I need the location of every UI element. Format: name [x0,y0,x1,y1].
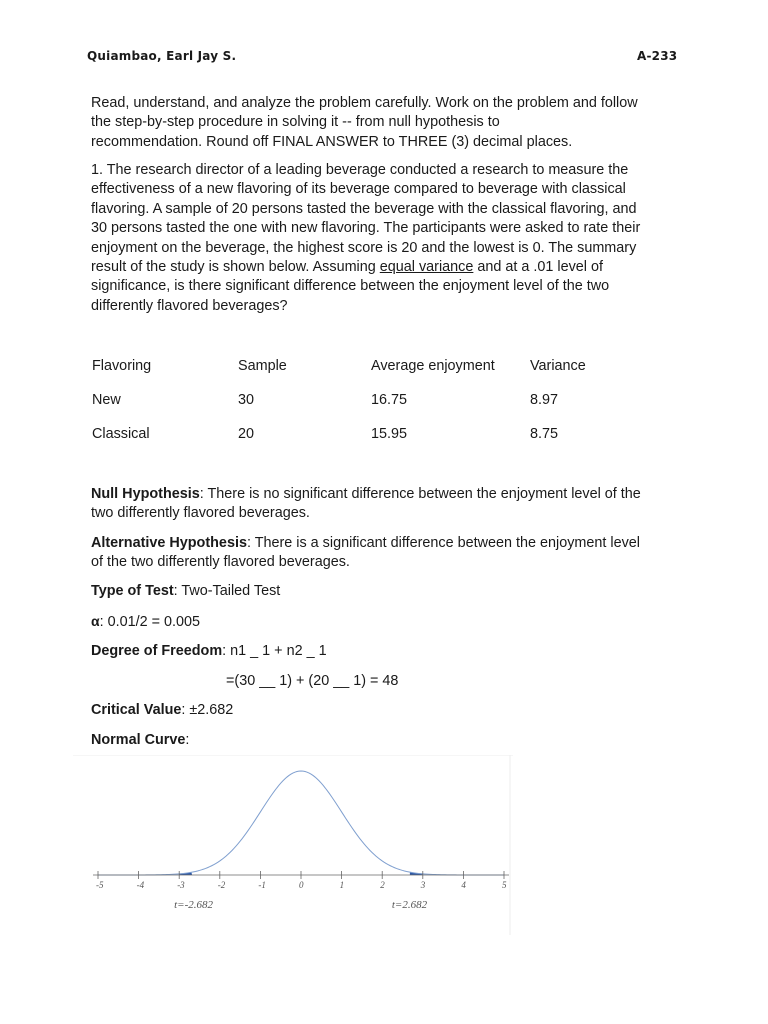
degree-of-freedom [91,642,681,661]
degree-of-freedom-label: Degree of Freedom [91,643,223,659]
instructions-line: recommendation. Round off FINAL ANSWER to THREE (3) decimal places. [91,133,573,150]
table-header-variance: Variance [530,358,586,374]
problem-line [91,258,681,277]
null-hypothesis-label: Null Hypothesis [91,486,200,502]
x-tick-label: 5 [502,880,507,890]
normal-curve-colon: : [185,732,190,748]
t-distribution-chart [73,755,513,935]
critical-value-label: Critical Value [91,702,182,718]
degree-of-freedom-calc: =(30 __ 1) + (20 __ 1) = 48 [226,673,399,689]
instructions [91,94,681,152]
section-code: A-233 [637,49,678,63]
table-cell: 30 [238,392,255,408]
critical-value-labels [174,899,428,911]
problem-line: significance, is there significant difference between the enjoyment level of the two [91,278,610,295]
table-cell: 20 [238,426,255,442]
x-tick-label: -3 [177,880,185,890]
student-name: Quiambao, Earl Jay S. [87,49,237,63]
x-tick-label: -2 [217,880,226,890]
alpha-label: α [91,613,100,629]
critical-value-label: t=-2.682 [174,899,214,911]
normal-curve-label: Normal Curve [91,732,186,748]
type-of-test [91,582,681,601]
x-tick-label: 1 [339,880,345,890]
x-tick-label: -1 [258,880,266,890]
x-axis-tick-labels [96,880,507,890]
table-cell: 16.75 [371,392,408,408]
x-tick-label: -5 [96,880,104,890]
x-tick-label: 3 [420,880,426,890]
alpha-line [91,612,681,632]
instructions-line: Read, understand, and analyze the problem carefully. Work on the problem and follow [91,95,638,111]
normal-curve-heading [91,731,681,750]
null-hypothesis [91,485,681,524]
alpha-text: : 0.01/2 = 0.005 [99,614,201,630]
table-cell: New [92,392,121,408]
x-tick-label: 2 [380,880,385,890]
x-tick-label: 0 [299,880,304,890]
type-of-test-label: Type of Test [91,583,174,599]
x-tick-label: 4 [461,880,466,890]
table-header-average: Average enjoyment [371,358,495,374]
problem-line: enjoyment on the beverage, the highest score is 20 and the lowest is 0. The summary [91,239,637,256]
alternative-hypothesis-text: of the two differently flavored beverages. [91,554,350,571]
problem-line: 1. The research director of a leading beverage conducted a research to measure the [91,162,629,178]
type-of-test-text: : Two-Tailed Test [173,583,281,599]
equal-variance-underlined: equal variance [379,259,474,276]
critical-value-text: : ±2.682 [181,702,234,718]
x-tick-label: -4 [136,880,145,890]
null-hypothesis-text: : There is no significant difference between the enjoyment level of the [199,486,641,502]
table-header-flavoring: Flavoring [92,358,152,374]
critical-value [91,701,681,720]
table-header-sample: Sample [238,358,287,374]
alternative-hypothesis-text: : There is a significant difference between the enjoyment level [246,535,640,551]
alternative-hypothesis-label: Alternative Hypothesis [91,535,247,551]
table-cell: Classical [92,426,150,442]
problem-line: effectiveness of a new flavoring of its beverage compared to beverage with classical [91,181,626,198]
critical-value-label: t=2.682 [391,899,428,911]
instructions-line: the step-by-step procedure in solving it -- from null hypothesis to [91,114,500,131]
null-hypothesis-text: two differently flavored beverages. [91,505,310,522]
degree-of-freedom-text: : n1 _ 1 + n2 _ 1 [222,643,327,659]
problem-text: result of the study is shown below. Assuming [91,259,380,276]
t-curve-line [98,771,504,875]
problem-statement [91,161,681,316]
problem-line: differently flavored beverages? [91,297,288,314]
problem-text: and at a .01 level of [473,259,603,276]
table-cell: 15.95 [371,426,408,442]
problem-line: flavoring. A sample of 20 persons tasted the beverage with the classical flavoring, and [91,200,637,217]
table-cell: 8.75 [530,426,559,442]
problem-line: 30 persons tasted the one with new flavoring. The participants were asked to rate their [91,220,641,237]
table-cell: 8.97 [530,392,559,408]
alternative-hypothesis [91,534,681,573]
